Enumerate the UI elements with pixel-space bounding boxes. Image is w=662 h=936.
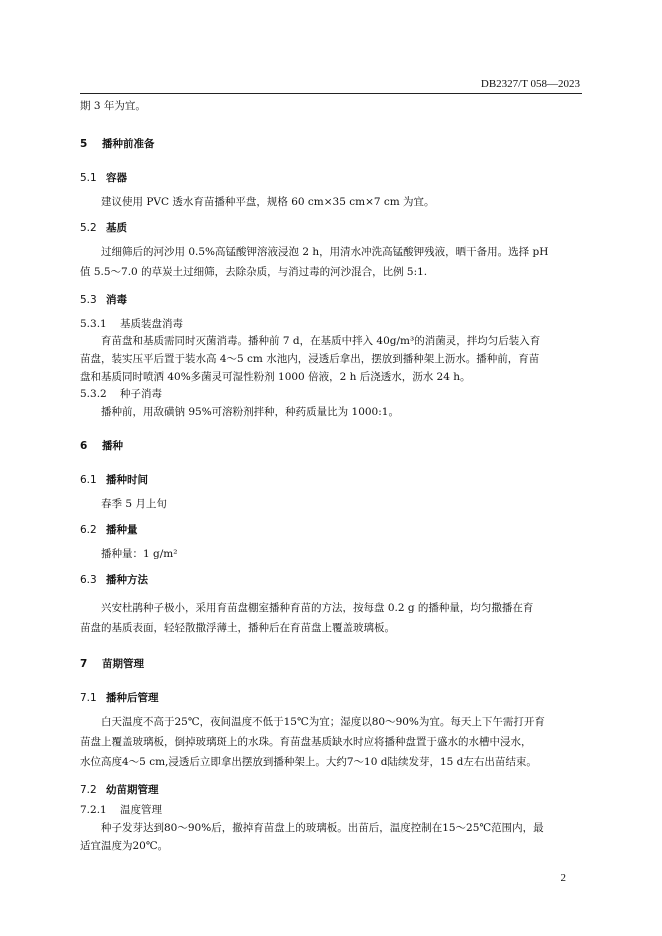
section-number: 5 <box>80 138 88 150</box>
section-title: 播种 <box>102 440 123 452</box>
section-title: 消毒 <box>106 294 127 306</box>
section-title: 播种方法 <box>106 574 148 586</box>
header-rule <box>80 93 582 94</box>
section-title: 播种时间 <box>106 474 148 486</box>
paragraph: 春季 5 月上旬 <box>101 498 167 510</box>
section-number: 5.3 <box>80 294 97 306</box>
section-title: 温度管理 <box>120 804 162 816</box>
section-7-1-heading <box>80 688 582 708</box>
section-number: 6.3 <box>80 574 97 586</box>
section-number: 5.3.1 <box>80 318 107 330</box>
section-number: 7.2.1 <box>80 804 107 816</box>
section-6-heading <box>80 436 582 456</box>
section-title: 播种量 <box>106 524 138 536</box>
section-number: 7 <box>80 658 88 670</box>
paragraph-line: 盘和基质同时喷洒 40%多菌灵可湿性粉剂 1000 倍液，2 h 后浇透水，沥水 24 h。 <box>80 371 471 383</box>
paragraph-line: 过细筛后的河沙用 0.5%高锰酸钾溶液浸泡 2 h，用清水冲洗高锰酸钾残液，晒干备用。选择 pH <box>101 246 549 258</box>
section-5-3-2-heading <box>80 384 582 404</box>
section-title: 容器 <box>106 172 127 184</box>
section-5-3-heading <box>80 290 582 310</box>
paragraph: 播种量：1 g/m² <box>101 548 178 560</box>
paragraph-line: 适宜温度为20℃。 <box>80 840 169 852</box>
paragraph: 建议使用 PVC 透水育苗播种平盘，规格 60 cm×35 cm×7 cm 为宜。 <box>101 196 435 208</box>
section-7-2-heading <box>80 780 582 800</box>
continued-text: 期 3 年为宜。 <box>80 100 146 112</box>
section-title: 播种前准备 <box>102 138 155 150</box>
paragraph-line: 苗盘的基质表面，轻轻散撒浮薄土，播种后在育苗盘上覆盖玻璃板。 <box>80 622 395 634</box>
section-title: 幼苗期管理 <box>106 784 159 796</box>
section-number: 6.1 <box>80 474 97 486</box>
paragraph-line: 苗盘上覆盖玻璃板，倒掉玻璃斑上的水珠。育苗盘基质缺水时应将播种盘置于盛水的水槽中浸水， <box>80 736 532 748</box>
paragraph-line: 白天温度不高于25℃，夜间温度不低于15℃为宜；湿度以80～90%为宜。每天上下午需打开育 <box>101 716 545 728</box>
section-title: 基质装盘消毒 <box>120 318 183 330</box>
section-5-heading <box>80 134 582 154</box>
paragraph: 播种前，用敌磺钠 95%可溶粉剂拌种，种药质量比为 1000:1。 <box>101 406 399 418</box>
section-title: 种子消毒 <box>120 388 162 400</box>
paragraph-line: 水位高度4～5 cm,浸透后立即拿出摆放到播种架上。大约7～10 d陆续发芽，15 d左右出苗结束。 <box>80 756 537 768</box>
section-6-1-heading <box>80 470 582 490</box>
section-number: 5.2 <box>80 222 97 234</box>
section-5-1-heading <box>80 168 582 188</box>
document-code: DB2327/T 058—2023 <box>480 78 580 90</box>
section-title: 基质 <box>106 222 127 234</box>
section-number: 6 <box>80 440 88 452</box>
section-number: 6.2 <box>80 524 97 536</box>
section-7-heading <box>80 654 582 674</box>
section-6-2-heading <box>80 520 582 540</box>
paragraph-line: 苗盘，装实压平后置于装水高 4～5 cm 水池内，浸透后拿出，摆放到播种架上沥水。播种前，育苗 <box>80 353 540 365</box>
page-number: 2 <box>560 872 566 884</box>
section-6-3-heading <box>80 570 582 590</box>
section-number: 7.1 <box>80 692 97 704</box>
paragraph-line: 兴安杜鹃种子极小，采用育苗盘棚室播种育苗的方法，按每盘 0.2 g 的播种量，均匀撒播在育 <box>101 602 534 614</box>
section-title: 播种后管理 <box>106 692 159 704</box>
section-5-2-heading <box>80 218 582 238</box>
section-7-2-1-heading <box>80 800 582 820</box>
section-title: 苗期管理 <box>102 658 144 670</box>
paragraph-line: 育苗盘和基质需同时灭菌消毒。播种前 7 d，在基质中拌入 40g/m³的消菌灵，拌均匀后装入育 <box>101 335 541 347</box>
paragraph-line: 种子发芽达到80～90%后，撤掉育苗盘上的玻璃板。出苗后，温度控制在15～25℃范围内，最 <box>101 822 544 834</box>
section-number: 7.2 <box>80 784 97 796</box>
section-number: 5.3.2 <box>80 388 107 400</box>
section-number: 5.1 <box>80 172 97 184</box>
paragraph-line: 值 5.5～7.0 的草炭土过细筛，去除杂质，与消过毒的河沙混合，比例 5:1. <box>80 266 428 278</box>
